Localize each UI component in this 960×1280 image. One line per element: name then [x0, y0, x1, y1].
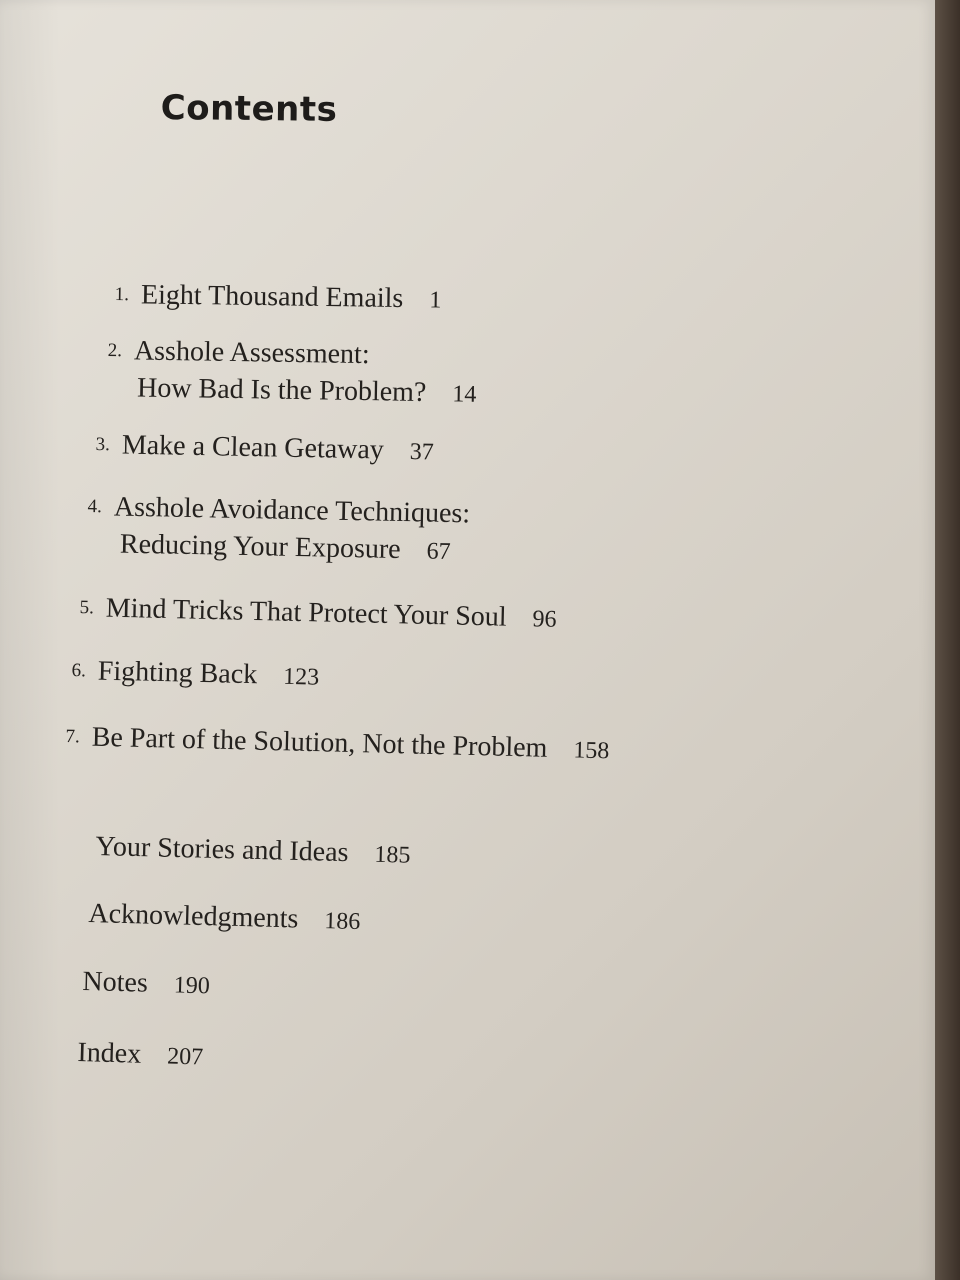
page-number: 37: [409, 439, 435, 466]
back-matter-title: Acknowledgments: [88, 897, 299, 935]
contents-heading: Contents: [160, 88, 338, 130]
chapter-title: Be Part of the Solution, Not the Problem: [91, 721, 548, 764]
toc-entry-index: [77, 1034, 204, 1076]
chapter-number: 4.: [87, 495, 103, 518]
toc-entry-chapter-6: [71, 652, 320, 697]
chapter-title: Eight Thousand Emails: [140, 279, 404, 315]
toc-entry-chapter-3: [95, 426, 434, 471]
toc-entry-acknowledgments: [88, 895, 361, 941]
toc-entry-your-stories: [95, 828, 411, 875]
chapter-title: Asshole Avoidance Techniques:: [113, 491, 471, 530]
toc-entry-chapter-7: [65, 718, 610, 770]
page-number: 1: [429, 287, 442, 314]
page-number: 14: [452, 381, 477, 408]
chapter-number: 3.: [95, 433, 111, 456]
page-number: 190: [173, 972, 211, 1000]
page-number: 123: [282, 663, 320, 691]
chapter-number: 7.: [65, 725, 81, 748]
back-matter-title: Your Stories and Ideas: [95, 830, 349, 869]
toc-entry-chapter-2: [107, 332, 477, 414]
toc-entry-chapter-4: [87, 488, 471, 571]
chapter-number: 1.: [114, 283, 130, 306]
page-number: 96: [532, 606, 557, 633]
page-number: 67: [426, 538, 451, 565]
chapter-title: Asshole Assessment:: [133, 335, 370, 371]
toc-entry-notes: [82, 963, 210, 1005]
chapter-title: Mind Tricks That Protect Your Soul: [105, 592, 507, 633]
chapter-number: 5.: [79, 596, 95, 619]
chapter-title: Fighting Back: [97, 655, 258, 691]
chapter-title: Make a Clean Getaway: [121, 429, 385, 466]
page-number: 207: [166, 1043, 204, 1071]
chapter-subtitle: How Bad Is the Problem?: [136, 372, 427, 409]
page-number: 158: [573, 737, 610, 765]
toc-entry-chapter-5: [79, 589, 557, 639]
page-number: 185: [374, 841, 411, 869]
chapter-number: 6.: [71, 659, 87, 682]
back-matter-title: Notes: [82, 965, 149, 999]
chapter-subtitle: Reducing Your Exposure: [119, 528, 401, 566]
page-number: 186: [324, 908, 361, 936]
toc-entry-chapter-1: [114, 276, 441, 320]
back-matter-title: Index: [77, 1036, 142, 1070]
chapter-number: 2.: [107, 339, 123, 362]
